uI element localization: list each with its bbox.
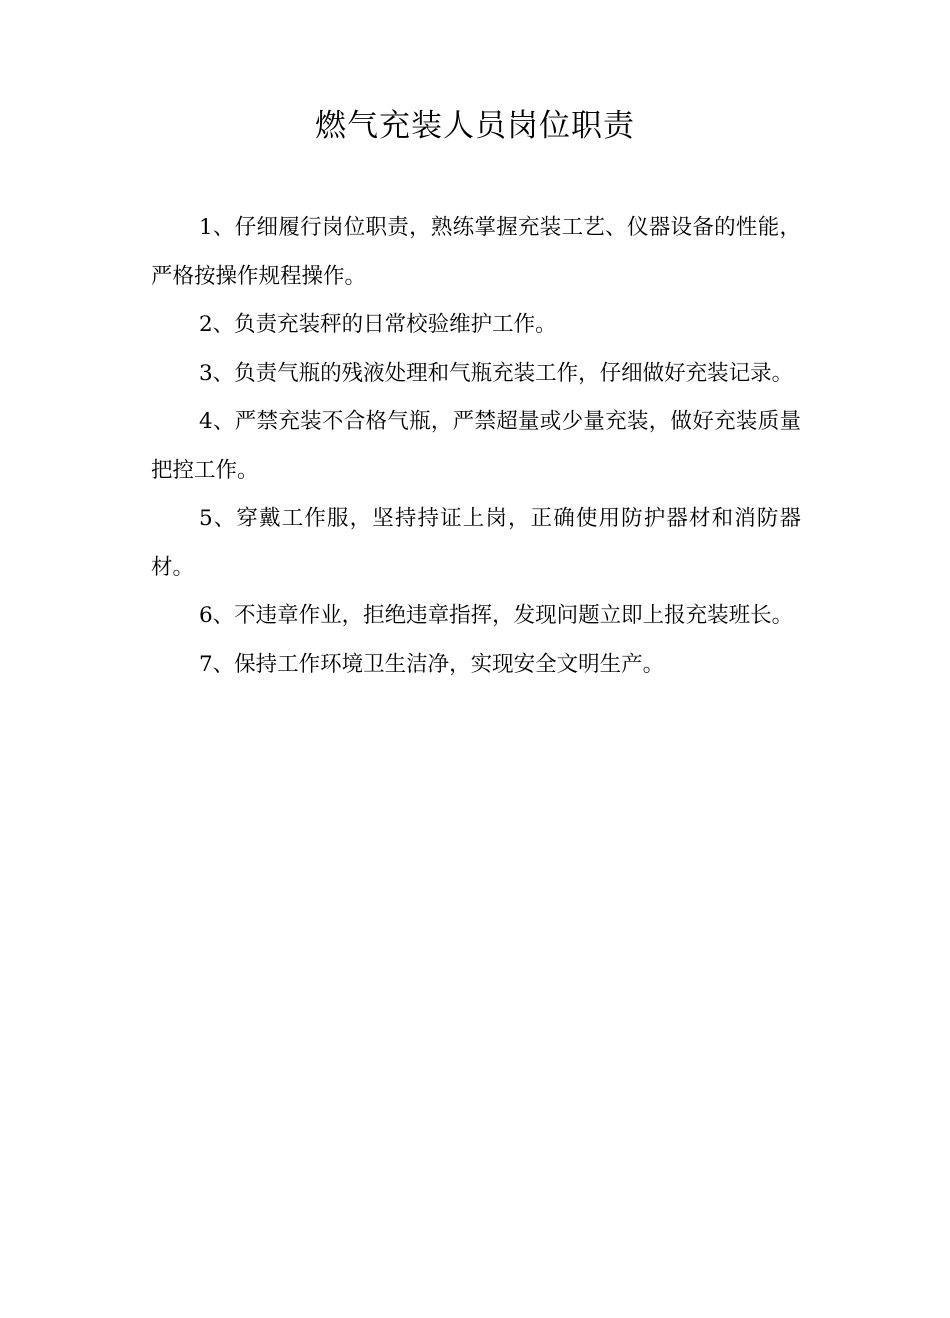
- document-title: 燃气充装人员岗位职责: [315, 108, 635, 144]
- duty-item-4: 4、严禁充装不合格气瓶，严禁超量或少量充装，做好充装质量把控工作。: [151, 409, 801, 483]
- duty-item-6: 6、不违章作业，拒绝违章指挥，发现问题立即上报充装班长。: [199, 603, 794, 628]
- document-body: [151, 204, 801, 689]
- duty-item-3: 3、负责气瓶的残液处理和气瓶充装工作，仔细做好充装记录。: [199, 360, 794, 386]
- duty-item-1: 1、仔细履行岗位职责，熟练掌握充装工艺、仪器设备的性能，严格按操作规程操作。: [151, 215, 801, 289]
- duty-item-7: 7、保持工作环境卫生洁净，实现安全文明生产。: [199, 651, 665, 677]
- duty-item-5: 5、穿戴工作服，坚持持证上岗，正确使用防护器材和消防器材。: [151, 506, 801, 580]
- duty-item-2: 2、负责充装秤的日常校验维护工作。: [199, 312, 557, 337]
